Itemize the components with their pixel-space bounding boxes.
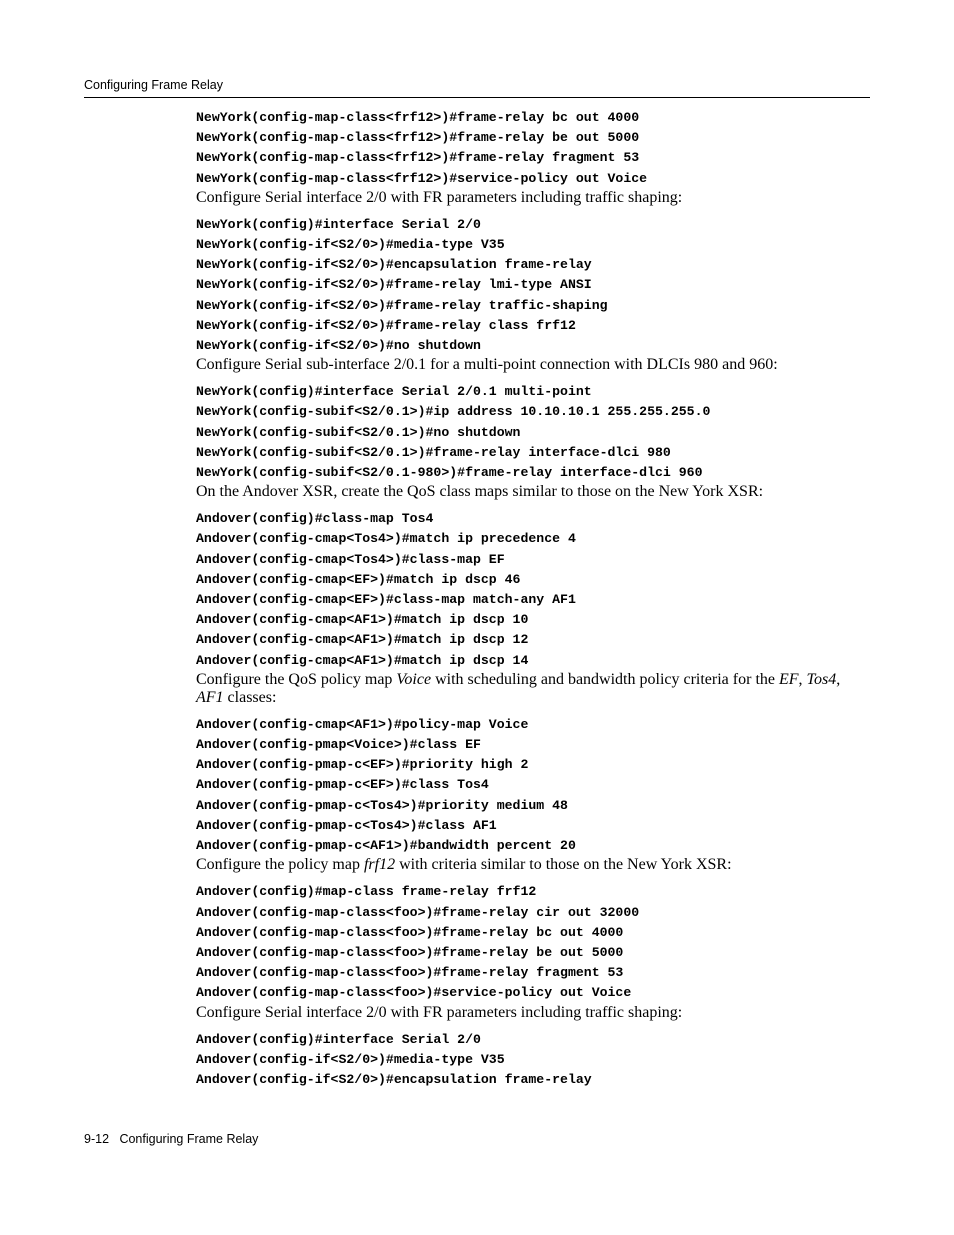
- footer-chapter: Configuring Frame Relay: [119, 1132, 259, 1146]
- instruction-text: Configure Serial interface 2/0 with FR parameters including traffic shaping:: [196, 1003, 683, 1021]
- italic-term: frf12: [363, 856, 396, 874]
- code-line: Andover(config-pmap-c<Tos4>)#class AF1: [196, 817, 497, 833]
- code-line: NewYork(config-map-class<frf12>)#service-policy out Voice: [196, 170, 648, 186]
- code-line: NewYork(config-subif<S2/0.1-980>)#frame-relay interface-dlci 960: [196, 465, 703, 481]
- code-block: [196, 509, 856, 671]
- code-block: [196, 715, 856, 856]
- code-line: NewYork(config-if<S2/0>)#frame-relay traffic-shaping: [196, 297, 608, 313]
- code-line: Andover(config-cmap<Tos4>)#match ip precedence 4: [196, 531, 576, 547]
- code-line: Andover(config-cmap<AF1>)#match ip dscp 12: [196, 632, 529, 648]
- italic-term: EF: [778, 670, 799, 688]
- code-line: Andover(config-cmap<AF1>)#match ip dscp 10: [196, 612, 529, 628]
- code-block: [196, 108, 856, 189]
- code-line: NewYork(config)#interface Serial 2/0: [196, 216, 481, 232]
- code-line: NewYork(config-map-class<frf12>)#frame-relay be out 5000: [196, 130, 640, 146]
- code-line: Andover(config-pmap<Voice>)#class EF: [196, 737, 481, 753]
- code-line: Andover(config)#interface Serial 2/0: [196, 1031, 481, 1047]
- page-content: [196, 108, 856, 1090]
- text-span: with scheduling and bandwidth policy criteria for the: [431, 670, 779, 688]
- text-span: classes:: [223, 688, 277, 706]
- code-line: Andover(config-cmap<AF1>)#match ip dscp 14: [196, 652, 529, 668]
- code-line: Andover(config)#map-class frame-relay frf12: [196, 884, 537, 900]
- code-line: NewYork(config-if<S2/0>)#frame-relay class frf12: [196, 317, 576, 333]
- running-header: Configuring Frame Relay: [84, 78, 223, 92]
- code-line: Andover(config-map-class<foo>)#frame-relay bc out 4000: [196, 924, 624, 940]
- instruction-text: [196, 671, 856, 707]
- code-line: Andover(config-pmap-c<EF>)#class Tos4: [196, 777, 489, 793]
- code-line: NewYork(config-if<S2/0>)#frame-relay lmi-type ANSI: [196, 277, 592, 293]
- code-block: [196, 1030, 856, 1091]
- text-span: Configure the QoS policy map: [196, 670, 397, 688]
- code-line: NewYork(config-map-class<frf12>)#frame-relay fragment 53: [196, 150, 640, 166]
- code-line: NewYork(config)#interface Serial 2/0.1 multi-point: [196, 384, 592, 400]
- instruction-text: Configure Serial interface 2/0 with FR parameters including traffic shaping:: [196, 188, 683, 206]
- code-line: Andover(config-cmap<Tos4>)#class-map EF: [196, 551, 505, 567]
- instruction-text: [196, 856, 856, 874]
- code-line: Andover(config-pmap-c<Tos4>)#priority medium 48: [196, 797, 568, 813]
- code-line: NewYork(config-map-class<frf12>)#frame-relay bc out 4000: [196, 110, 640, 125]
- code-line: Andover(config-map-class<foo>)#frame-relay fragment 53: [196, 965, 624, 981]
- code-line: NewYork(config-subif<S2/0.1>)#no shutdown: [196, 424, 521, 440]
- text-span: ,: [798, 670, 807, 688]
- code-line: Andover(config-map-class<foo>)#service-policy out Voice: [196, 985, 632, 1001]
- italic-term: AF1: [196, 688, 224, 706]
- code-line: Andover(config-cmap<AF1>)#policy-map Voice: [196, 716, 529, 732]
- code-line: Andover(config-pmap-c<AF1>)#bandwidth percent 20: [196, 838, 576, 854]
- code-line: Andover(config-map-class<foo>)#frame-relay be out 5000: [196, 944, 624, 960]
- code-block: [196, 882, 856, 1003]
- text-span: with criteria similar to those on the New York XSR:: [395, 856, 732, 874]
- page-footer: [84, 1132, 258, 1146]
- italic-term: Voice: [396, 670, 432, 688]
- instruction-text: On the Andover XSR, create the QoS class maps similar to those on the New York XSR:: [196, 483, 764, 501]
- code-block: [196, 215, 856, 356]
- code-line: NewYork(config-if<S2/0>)#no shutdown: [196, 338, 481, 354]
- code-line: NewYork(config-subif<S2/0.1>)#frame-relay interface-dlci 980: [196, 444, 671, 460]
- code-line: Andover(config-if<S2/0>)#media-type V35: [196, 1051, 505, 1067]
- code-block: [196, 382, 856, 483]
- code-line: NewYork(config-if<S2/0>)#encapsulation frame-relay: [196, 257, 592, 273]
- code-line: Andover(config-cmap<EF>)#match ip dscp 46: [196, 571, 521, 587]
- code-line: Andover(config-pmap-c<EF>)#priority high 2: [196, 757, 529, 773]
- text-span: ,: [836, 670, 841, 688]
- code-line: Andover(config-if<S2/0>)#encapsulation frame-relay: [196, 1071, 592, 1087]
- code-line: Andover(config-map-class<foo>)#frame-relay cir out 32000: [196, 904, 640, 920]
- italic-term: Tos4: [806, 670, 837, 688]
- code-line: NewYork(config-subif<S2/0.1>)#ip address 10.10.10.1 255.255.255.0: [196, 404, 711, 420]
- code-line: Andover(config-cmap<EF>)#class-map match-any AF1: [196, 592, 576, 608]
- page-number: 9-12: [84, 1132, 110, 1146]
- header-rule: [84, 97, 870, 98]
- code-line: Andover(config)#class-map Tos4: [196, 511, 434, 527]
- text-span: Configure the policy map: [196, 856, 364, 874]
- instruction-text: Configure Serial sub-interface 2/0.1 for a multi-point connection with DLCIs 980 and 960:: [196, 356, 778, 374]
- code-line: NewYork(config-if<S2/0>)#media-type V35: [196, 237, 505, 253]
